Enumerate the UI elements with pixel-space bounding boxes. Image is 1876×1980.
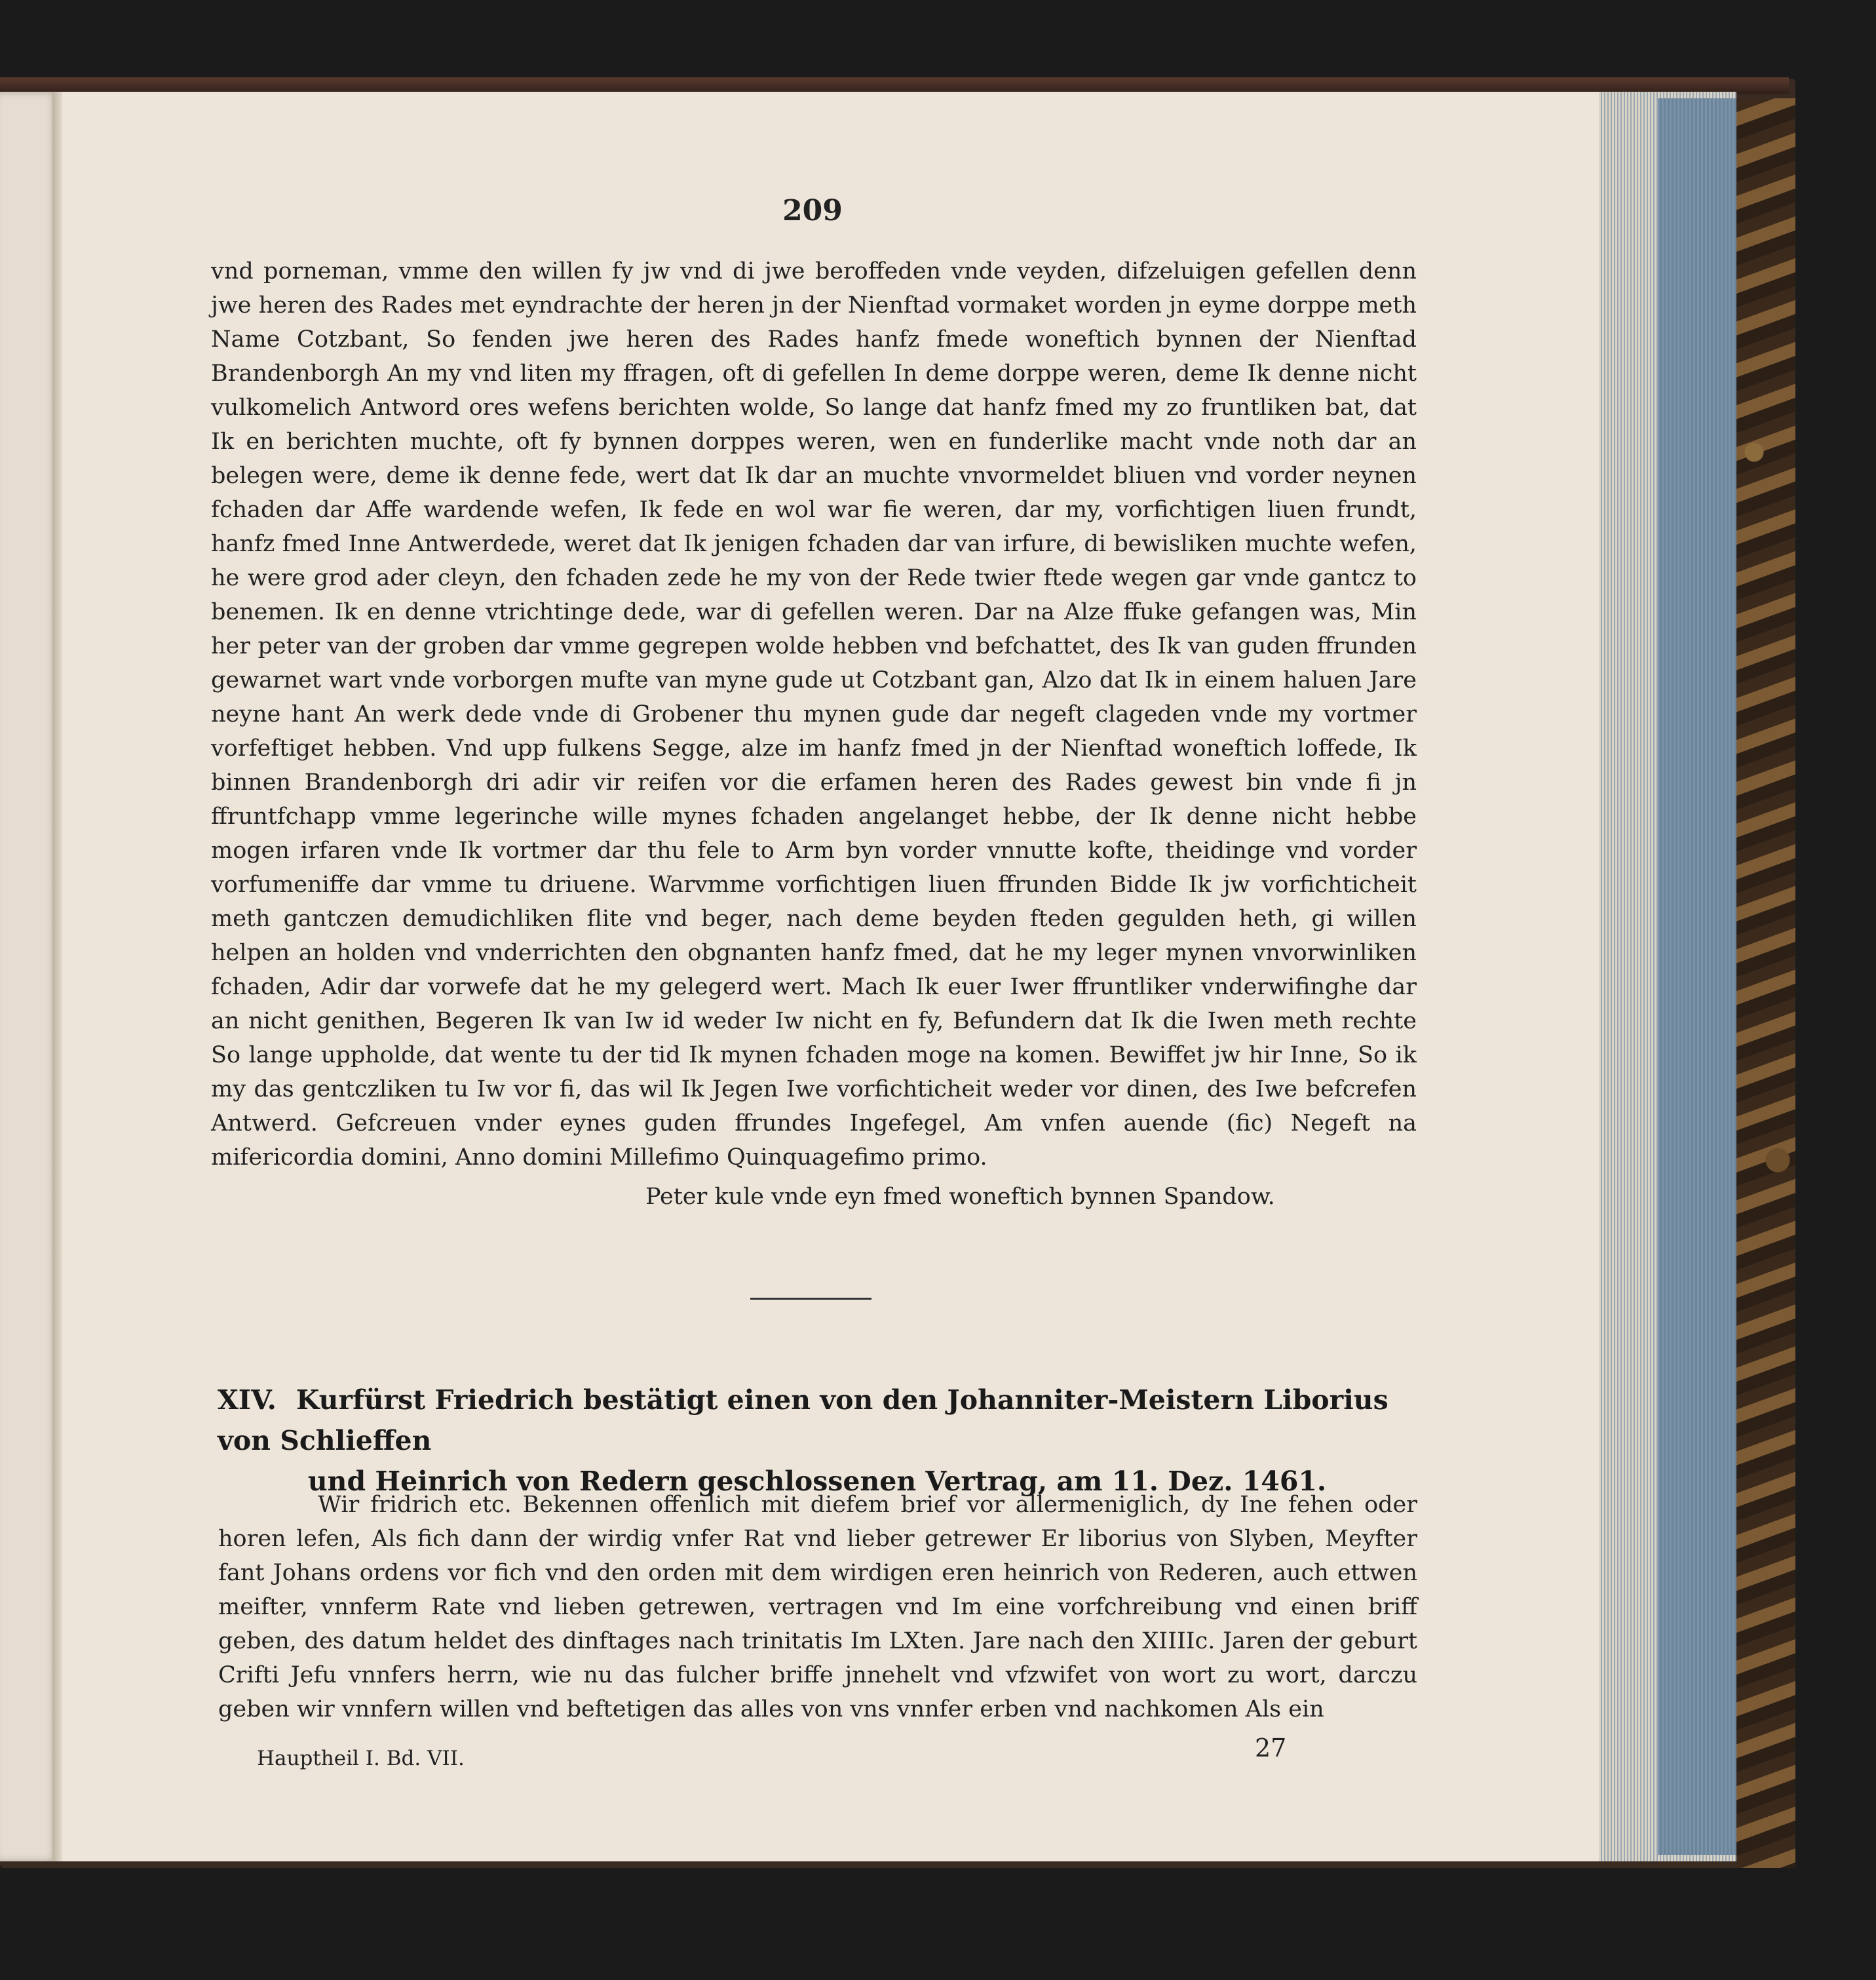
page-edges-colored: [1658, 98, 1736, 1855]
left-page-edge: [0, 92, 59, 1861]
section-number: XIV.: [218, 1384, 277, 1416]
section-divider: [750, 1298, 871, 1300]
section-heading: [218, 1380, 1417, 1502]
sheet-number: 27: [1255, 1734, 1287, 1762]
charter-body: [218, 1488, 1417, 1726]
signature-mark: Hauptheil I. Bd. VII.: [257, 1747, 465, 1770]
charter-paragraph: Wir fridrich etc. Bekennen offenlich mit diefem brief vor allermeniglich, dy Ine fehen oder horen lefen, Als fich dann der wirdig vnfer Rat vnd lieber getrewer Er liborius von Slyben, Meyfter fant Johans ordens vor fich vnd den orden mit dem wirdigen eren heinrich von Rederen, auch ettwen meifter, vnnferm Rate vnd lieben getrewen, vertragen vnd Im eine vorfchreibung vnd einen briff geben, des datum heldet des dinftages nach trinitatis Im LXten. Jare nach den XIIIIc. Jaren der geburt Crifti Jefu vnnfers herrn, wie nu das fulcher briffe jnnehelt vnd vfzwifet von wort zu wort, darczu geben wir vnnfern willen vnd beftetigen das alles von vns vnnfer erben vnd nachkomen Als ein: [218, 1492, 1417, 1722]
marbled-cover-edge: [1736, 98, 1795, 1868]
letter-signature: Peter kule vnde eyn fmed woneftich bynnen Spandow.: [645, 1184, 1275, 1210]
section-title-line-2: und Heinrich von Redern geschlossenen Vertrag, am 11. Dez. 1461.: [307, 1466, 1327, 1497]
section-title-line-1: Kurfürst Friedrich bestätigt einen von den Johanniter-Meistern Liborius von Schlieffen: [218, 1384, 1388, 1456]
letter-body: [211, 254, 1417, 1174]
page-number: 209: [782, 194, 843, 227]
letter-paragraph: vnd porneman, vmme den willen fy jw vnd di jwe beroffeden vnde veyden, difzeluigen gefellen denn jwe heren des Rades met eyndrachte der heren jn der Nienftad vormaket worden jn eyme dorppe meth Name Cotzbant, So fenden jwe heren des Rades hanfz fmede woneftich bynnen der Nienftad Brandenborgh An my vnd liten my ffragen, oft di gefellen In deme dorppe weren, deme Ik denne nicht vulkomelich Antword ores wefens berichten wolde, So lange dat hanfz fmed my zo fruntliken bat, dat Ik en berichten muchte, oft fy bynnen dorppes weren, wen en funderlike macht vnde noth dar an belegen were, deme ik denne fede, wert dat Ik dar an muchte vnvormeldet bliuen vnd vorder neynen fchaden dar Affe wardende wefen, Ik fede en wol war fie weren, dar my, vorfichtigen liuen frundt, hanfz fmed Inne Antwerdede, weret dat Ik jenigen fchaden dar van irfure, di bewisliken muchte wefen, he were grod ader cleyn, den fchaden zede he my von der Rede twier ftede wegen gar vnde gantcz to benemen. Ik en denne vtrichtinge dede, war di gefellen weren. Dar na Alze ffuke gefangen was, Min her peter van der groben dar vmme gegrepen wolde hebben vnd befchattet, des Ik van guden ffrunden gewarnet wart vnde vorborgen mufte van myne gude ut Cotzbant gan, Alzo dat Ik in einem haluen Jare neyne hant An werk dede vnde di Grobener thu mynen gude dar negeft clageden vnde my vortmer vorfeftiget hebben. Vnd upp fulkens Segge, alze im hanfz fmed jn der Nienftad woneftich loffede, Ik binnen Brandenborgh dri adir vir reifen vor die erfamen heren des Rades gewest bin vnde fi jn ffruntfchapp vmme legerinche wille mynes fchaden angelanget hebbe, der Ik denne nicht hebbe mogen irfaren vnde Ik vortmer dar thu fele to Arm byn vorder vnnutte kofte, theidinge vnd vorder vorfumeniffe dar vmme tu driuene. Warvmme vorfichtigen liuen ffrunden Bidde Ik jw vorfichticheit meth gantczen demudichliken flite vnd beger, nach deme beyden fteden gegulden heth, gi willen helpen an holden vnd vnderrichten den obgnanten hanfz fmed, dat he my leger mynen vnvorwinliken fchaden, Adir dar vorwefe dat he my gelegerd wert. Mach Ik euer Iwer ffruntliker vnderwifinghe dar an nicht genithen, Begeren Ik van Iw id weder Iw nicht en fy, Befundern dat Ik die Iwen meth rechte So lange uppholde, dat wente tu der tid Ik mynen fchaden moge na komen. Bewiffet jw hir Inne, So ik my das gentczliken tu Iw vor fi, das wil Ik Jegen Iwe vorfichticheit weder vor dinen, des Iwe befcrefen Antwerd. Gefcreuen vnder eynes guden ffrundes Ingefegel, Am vnfen auende (fic) Negeft na mifericordia domini, Anno domini Millefimo Quinquagefimo primo.: [211, 258, 1417, 1171]
